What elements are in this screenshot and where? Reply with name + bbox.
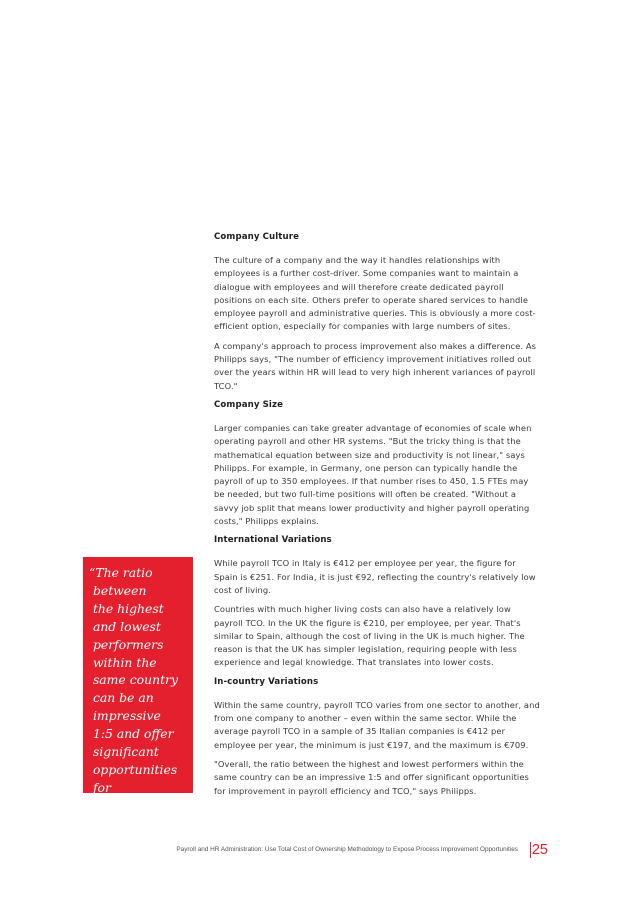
pull-quote-line: impressive: [89, 708, 161, 724]
article-body: [214, 231, 540, 804]
pull-quote-line: improvement.”: [89, 797, 187, 813]
pull-quote-line: 1:5 and offer: [89, 726, 174, 742]
pull-quote-line: same country: [89, 672, 178, 688]
section-heading-company-size: Company Size: [214, 399, 283, 410]
footer-title: Payroll and HR Administration: Use Total Cost of Ownership Methodology to Expose Process Improvement Opportunities: [176, 846, 518, 853]
section-heading-company-culture: Company Culture: [214, 232, 299, 242]
pull-quote-line: between: [89, 582, 147, 598]
pull-quote-line: for: [89, 779, 111, 795]
pull-quote-line: the highest: [89, 600, 164, 616]
paragraph: Larger companies can take greater advantage of economies of scale when operating payroll and other HR systems. "But the tricky thing is that the mathematical equation between size and productivity is not linear," says Philipps. For example, in Germany, one person can typically handle the payroll of up to 350 employees. If that number rises to 450, 1.5 FTEs may be needed, but two full-time positions will often be created. "Without a savvy job split that means lower productivity and higher payroll operating costs," Philipps explains.: [214, 422, 532, 527]
paragraph: A company's approach to process improvement also makes a difference. As Philipps says, "The number of efficiency improvement initiatives rolled out over the years within HR will lead to very high inherent variances of payroll TCO.": [214, 340, 537, 391]
section-heading-in-country-variations: In-country Variations: [214, 676, 319, 687]
pull-quote-line: and lowest: [89, 618, 161, 634]
pull-quote-line: within the: [89, 654, 157, 670]
page-footer: [125, 841, 580, 861]
pull-quote-line: can be an: [89, 690, 154, 706]
pull-quote-line: opportunities: [89, 761, 178, 777]
paragraph: Countries with much higher living costs can also have a relatively low payroll TCO. In the UK the figure is €210, per employee, per year. That's similar to Spain, although the cost of living in the UK is much higher. The reason is that the UK has simpler legislation, requiring people with less experience and legal knowledge. That translates into lower costs.: [214, 604, 525, 668]
footer-divider: [530, 842, 531, 858]
section-heading-international-variations: International Variations: [214, 535, 332, 546]
paragraph: Within the same country, payroll TCO varies from one sector to another, and from one company to another – even within the same sector. While the average payroll TCO in a sample of 35 Italian companies is €412 per employee per year, the minimum is just €197, and the maximum is €709.: [214, 699, 540, 750]
pull-quote-line: significant: [89, 744, 159, 760]
paragraph: The culture of a company and the way it handles relationships with employees is a further cost-driver. Some companies want to maintain a dialogue with employees and will therefore create dedicated payroll positions on each site. Others prefer to operate shared services to handle employee payroll and administrative queries. This is obviously a more cost-efficient option, especially for companies with large numbers of sites.: [214, 255, 536, 332]
pull-quote-line: “The ratio: [89, 565, 153, 580]
paragraph: "Overall, the ratio between the highest and lowest performers within the same country can be an impressive 1:5 and offer significant opportunities for improvement in payroll efficiency and TCO," says Philipps.: [214, 758, 529, 796]
pull-quote-line: performers: [89, 636, 164, 652]
page-number: 25: [531, 842, 548, 858]
paragraph: While payroll TCO in Italy is €412 per employee per year, the figure for Spain is €251. For India, it is just €92, reflecting the country's relatively low cost of living.: [214, 558, 536, 595]
pull-quote: [83, 557, 193, 813]
